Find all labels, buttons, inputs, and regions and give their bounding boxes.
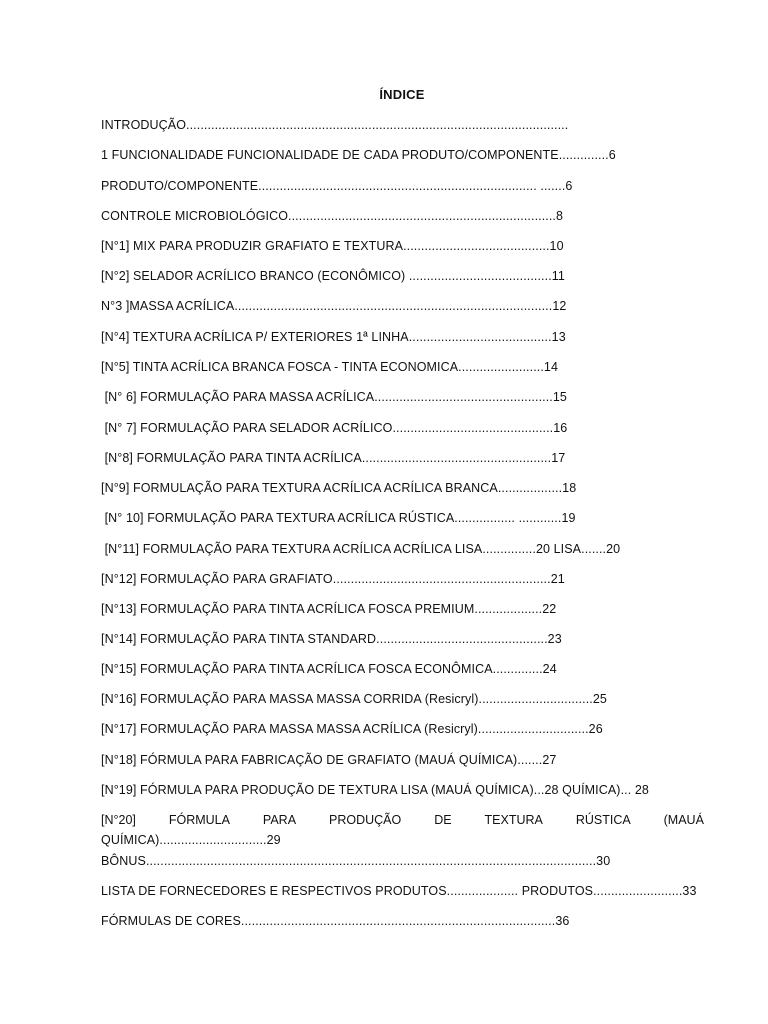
toc-entry: [N°13] FORMULAÇÃO PARA TINTA ACRÍLICA FOSCA PREMIUM...................22 <box>101 602 557 616</box>
toc-entry-20 <box>101 813 704 827</box>
toc-word: RÚSTICA <box>575 813 631 827</box>
toc-entry: [N°11] FORMULAÇÃO PARA TEXTURA ACRÍLICA ACRÍLICA LISA...............20 LISA.......20 <box>101 542 621 556</box>
toc-entry: [N°19] FÓRMULA PARA PRODUÇÃO DE TEXTURA LISA (MAUÁ QUÍMICA)...28 QUÍMICA)... 28 <box>101 783 649 797</box>
toc-entry-20-continuation: QUÍMICA)..............................29 <box>101 833 281 847</box>
toc-word: PARA <box>262 813 297 827</box>
toc-entry: [N°17] FORMULAÇÃO PARA MASSA MASSA ACRÍLICA (Resicryl)...............................26 <box>101 722 603 736</box>
toc-entry: [N°5] TINTA ACRÍLICA BRANCA FOSCA - TINTA ECONOMICA........................14 <box>101 360 559 374</box>
toc-entry: CONTROLE MICROBIOLÓGICO...........................................................................8 <box>101 209 564 223</box>
toc-entry: [N° 7] FORMULAÇÃO PARA SELADOR ACRÍLICO.............................................16 <box>101 421 568 435</box>
toc-entry: [N°8] FORMULAÇÃO PARA TINTA ACRÍLICA.....................................................17 <box>101 451 566 465</box>
toc-entry: [N° 10] FORMULAÇÃO PARA TEXTURA ACRÍLICA RÚSTICA................. ............19 <box>101 511 576 525</box>
toc-word: DE <box>434 813 452 827</box>
toc-entry: [N°12] FORMULAÇÃO PARA GRAFIATO.............................................................21 <box>101 572 565 586</box>
toc-entry-introducao: INTRODUÇÃO........................................................................................................... <box>101 118 569 132</box>
toc-entry: N°3 ]MASSA ACRÍLICA.........................................................................................12 <box>101 299 567 313</box>
toc-entry: [N°1] MIX PARA PRODUZIR GRAFIATO E TEXTURA.........................................10 <box>101 239 564 253</box>
toc-entry: [N°2] SELADOR ACRÍLICO BRANCO (ECONÔMICO) ........................................11 <box>101 269 565 283</box>
toc-word: PRODUÇÃO <box>329 813 402 827</box>
toc-entry: [N° 6] FORMULAÇÃO PARA MASSA ACRÍLICA..................................................15 <box>101 390 567 404</box>
toc-entry: [N°4] TEXTURA ACRÍLICA P/ EXTERIORES 1ª LINHA........................................13 <box>101 330 566 344</box>
toc-entry: [N°9] FORMULAÇÃO PARA TEXTURA ACRÍLICA ACRÍLICA BRANCA..................18 <box>101 481 577 495</box>
toc-word: FÓRMULA <box>168 813 230 827</box>
toc-word: [N°20] <box>101 813 136 827</box>
toc-word: TEXTURA <box>484 813 543 827</box>
toc-entry: 1 FUNCIONALIDADE FUNCIONALIDADE DE CADA PRODUTO/COMPONENTE..............6 <box>101 148 616 162</box>
toc-entry: [N°18] FÓRMULA PARA FABRICAÇÃO DE GRAFIATO (MAUÁ QUÍMICA).......27 <box>101 753 557 767</box>
page-title: ÍNDICE <box>379 87 425 102</box>
toc-entry: FÓRMULAS DE CORES........................................................................................36 <box>101 914 570 928</box>
toc-entry: [N°14] FORMULAÇÃO PARA TINTA STANDARD................................................23 <box>101 632 562 646</box>
toc-entry: [N°15] FORMULAÇÃO PARA TINTA ACRÍLICA FOSCA ECONÔMICA..............24 <box>101 662 557 676</box>
toc-entry-bonus: BÔNUS..............................................................................................................................30 <box>101 854 611 868</box>
toc-word: (MAUÁ <box>663 813 704 827</box>
toc-entry: LISTA DE FORNECEDORES E RESPECTIVOS PRODUTOS.................... PRODUTOS.........................33 <box>101 884 697 898</box>
toc-entry: [N°16] FORMULAÇÃO PARA MASSA MASSA CORRIDA (Resicryl)................................25 <box>101 692 607 706</box>
toc-entry: PRODUTO/COMPONENTE.............................................................................. .......6 <box>101 179 573 193</box>
